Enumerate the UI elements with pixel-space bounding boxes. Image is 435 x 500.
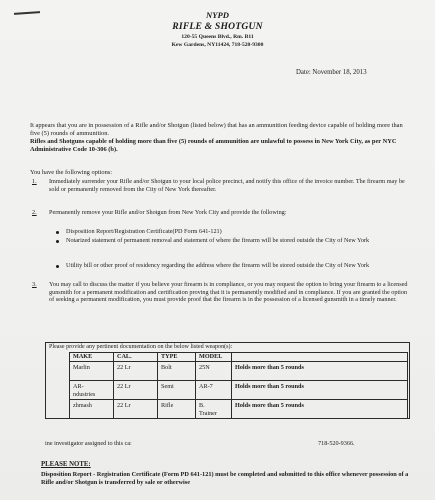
cell-type: Rifle [158,400,196,419]
cell-make: AR- ndustries [70,381,114,400]
options-heading: You have the following options: [30,169,113,176]
header-model: MODEL [196,353,232,362]
unit-name: RIFLE & SHOTGUN [172,21,263,32]
cell-note: Holds more than 5 rounds [232,381,408,400]
weapons-table [69,352,408,419]
cell-model: AR-7 [196,381,232,400]
investigator-phone: 718-520-9366. [318,440,355,447]
cell-type: Semi [158,381,196,400]
note-text: Disposition Report - Registration Certificate (Form PD 641-121) must be completed and submitted to this office whenever possession of a Rifle and/or Shotgun is transferred by sale or otherwise [41,471,409,486]
bullet-item: Disposition Report/Registration Certificate(PD Form 641-121) [66,228,412,236]
cell-type: Bolt [158,362,196,381]
cell-cal: 22 Lr [114,381,158,400]
note-title: PLEASE NOTE: [41,461,91,468]
investigator-line: ine investigator assigned to this ca: [45,440,132,447]
table-row [70,400,408,419]
option-number: 3. [32,281,37,288]
law-paragraph: Rifles and Shotguns capable of holding more than five (5) rounds of ammunition are unlawful to possess in New York City, as per NYC Administrative Code 10-306 (b). [30,138,397,154]
bullet-item: Notarized statement of permanent removal and statement of where the firearm will be stored outside the City of New York [66,237,412,245]
cell-make: zhmash [70,400,114,419]
option-text: Immediately surrender your Rifle and/or Shotgun to your local police precinct, and notify this office of the invoice number. The firearm may be sold or permanently removed from the City of New York thereafter. [49,178,405,193]
header-note [232,353,408,362]
header-type: TYPE [158,353,196,362]
letter-date: Date: November 18, 2013 [296,69,367,76]
address-line: 120-55 Queens Blvd., Rm. B11 [181,34,254,40]
header-make: MAKE [70,353,114,362]
cell-model: 25N [196,362,232,381]
table-row [70,362,408,381]
bullet-item: Utility bill or other proof of residency regarding the address where the firearm will be stored outside the City of New York [66,262,412,270]
cell-model: B. Trainer [196,400,232,419]
cell-cal: 22 Lr [114,400,158,419]
cell-note: Holds more than 5 rounds [232,400,408,419]
header-cal: CAL. [114,353,158,362]
table-row [70,381,408,400]
option-text: Permanently remove your Rifle and/or Shotgun from New York City and provide the following: [49,209,287,216]
table-header-row [70,353,408,362]
option-number: 2. [32,209,37,216]
option-number: 1. [32,178,37,185]
cell-make: Marlin [70,362,114,381]
city-phone-line: Kew Gardens, NY11424, 718-520-9300 [171,42,264,48]
option-text: You may call to discuss the matter if you believe your firearm is in compliance, or you may request the option to bring your firearm to a licensed gunsmith for a permanent modification and certification proving that it is permanently modified and in compliance. If you are granted the option of seeking a permanent modification, you must provide proof that the firearm is in the possession of a licensed gunsmith in a timely manner. [49,281,408,304]
cell-cal: 22 Lr [114,362,158,381]
org-name: NYPD [206,10,229,20]
weapons-intro: Please provide any pertinent documentation on the below listed weapon(s): [49,344,233,350]
cell-note: Holds more than 5 rounds [232,362,408,381]
intro-paragraph: It appears that you are in possession of a Rifle and/or Shotgun (listed below) that has an ammunition feeding device capable of holding more than five (5) rounds of ammunition. [30,122,403,138]
